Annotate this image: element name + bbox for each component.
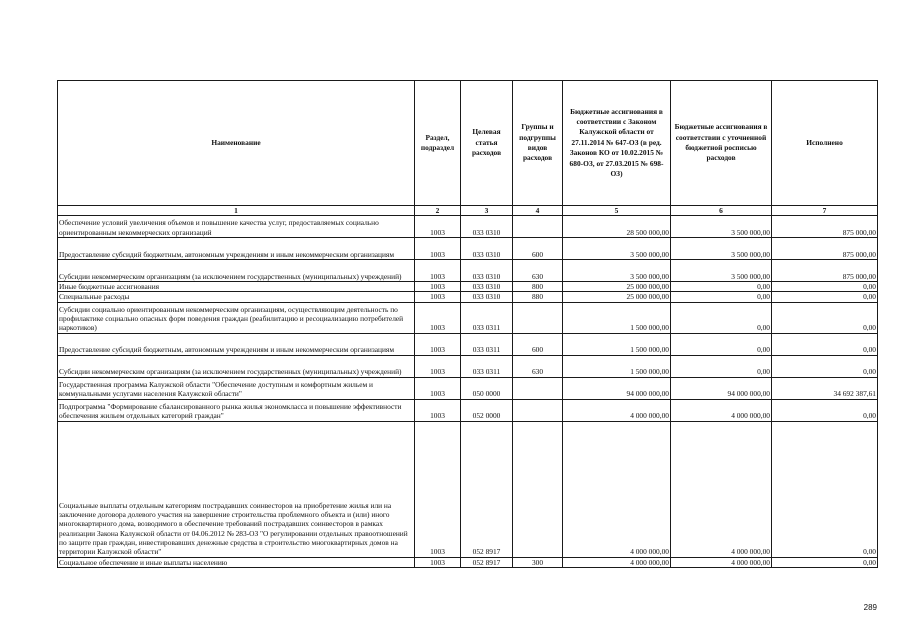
row-refined-amount: 0,00 (671, 355, 772, 377)
header-refined-allocations: Бюджетные ассигнования в соответствии с уточненной бюджетной росписью расходов (671, 81, 772, 206)
row-name: Обеспечение условий увеличения объемов и повышение качества услуг, предоставляемых социально ориентированным некоммерческих организаций (58, 216, 415, 238)
row-name: Государственная программа Калужской области "Обеспечение доступным и комфортным жильем и коммунальными услугами населения Калужской области" (58, 377, 415, 399)
row-law-amount: 28 500 000,00 (563, 216, 671, 238)
row-name: Подпрограмма "Формирование сбалансированного рынка жилья экономкласса и повышение эффективности обеспечения жильем отдельных категорий граждан" (58, 399, 415, 421)
row-name: Субсидии некоммерческим организациям (за исключением государственных (муниципальных) учреждений) (58, 260, 415, 282)
row-refined-amount: 4 000 000,00 (671, 399, 772, 421)
header-row (58, 81, 878, 206)
header-name: Наименование (58, 81, 415, 206)
row-section: 1003 (415, 282, 461, 292)
row-refined-amount: 0,00 (671, 333, 772, 355)
row-refined-amount: 3 500 000,00 (671, 216, 772, 238)
row-executed-amount: 0,00 (772, 302, 878, 333)
row-group: 630 (513, 355, 563, 377)
column-number: 1 (58, 206, 415, 216)
row-target: 052 8917 (461, 557, 513, 567)
column-number: 7 (772, 206, 878, 216)
row-target: 033 0311 (461, 355, 513, 377)
table-row (58, 238, 878, 260)
row-section: 1003 (415, 292, 461, 302)
table-row (58, 260, 878, 282)
row-section: 1003 (415, 302, 461, 333)
page-number: 289 (863, 603, 877, 612)
column-number: 2 (415, 206, 461, 216)
row-section: 1003 (415, 377, 461, 399)
row-group: 630 (513, 260, 563, 282)
row-refined-amount: 0,00 (671, 302, 772, 333)
row-law-amount: 4 000 000,00 (563, 557, 671, 567)
row-refined-amount: 0,00 (671, 282, 772, 292)
row-target: 033 0311 (461, 333, 513, 355)
row-name: Субсидии некоммерческим организациям (за исключением государственных (муниципальных) учреждений) (58, 355, 415, 377)
row-law-amount: 4 000 000,00 (563, 421, 671, 557)
row-group: 600 (513, 333, 563, 355)
column-number-row (58, 206, 878, 216)
row-group (513, 399, 563, 421)
row-section: 1003 (415, 238, 461, 260)
row-section: 1003 (415, 216, 461, 238)
row-name: Предоставление субсидий бюджетным, автономным учреждениям и иным некоммерческим организациям (58, 333, 415, 355)
row-executed-amount: 0,00 (772, 333, 878, 355)
row-group (513, 377, 563, 399)
row-law-amount: 25 000 000,00 (563, 292, 671, 302)
row-executed-amount: 0,00 (772, 421, 878, 557)
table-row (58, 377, 878, 399)
row-executed-amount: 875 000,00 (772, 238, 878, 260)
row-executed-amount: 0,00 (772, 557, 878, 567)
header-law-allocations: Бюджетные ассигнования в соответствии с Законом Калужской области от 27.11.2014 № 647-ОЗ (в ред. Законов КО от 10.02.2015 № 680-ОЗ, от 27.03.2015 № 698-ОЗ) (563, 81, 671, 206)
row-executed-amount: 0,00 (772, 292, 878, 302)
row-section: 1003 (415, 399, 461, 421)
row-refined-amount: 4 000 000,00 (671, 557, 772, 567)
column-number: 3 (461, 206, 513, 216)
row-law-amount: 3 500 000,00 (563, 238, 671, 260)
column-number: 6 (671, 206, 772, 216)
row-section: 1003 (415, 355, 461, 377)
row-refined-amount: 4 000 000,00 (671, 421, 772, 557)
row-target: 050 0000 (461, 377, 513, 399)
row-section: 1003 (415, 557, 461, 567)
header-executed: Исполнено (772, 81, 878, 206)
row-executed-amount: 0,00 (772, 355, 878, 377)
row-target: 033 0310 (461, 292, 513, 302)
row-group: 880 (513, 292, 563, 302)
row-refined-amount: 3 500 000,00 (671, 260, 772, 282)
row-target: 033 0311 (461, 302, 513, 333)
table-row (58, 282, 878, 292)
row-group: 300 (513, 557, 563, 567)
row-target: 033 0310 (461, 260, 513, 282)
row-executed-amount: 34 692 387,61 (772, 377, 878, 399)
table-row (58, 292, 878, 302)
budget-table (57, 80, 878, 568)
column-number: 5 (563, 206, 671, 216)
row-group (513, 302, 563, 333)
row-group (513, 216, 563, 238)
row-group: 600 (513, 238, 563, 260)
row-name: Иные бюджетные ассигнования (58, 282, 415, 292)
row-section: 1003 (415, 421, 461, 557)
row-law-amount: 1 500 000,00 (563, 333, 671, 355)
row-law-amount: 1 500 000,00 (563, 302, 671, 333)
row-group: 800 (513, 282, 563, 292)
table-row (58, 302, 878, 333)
row-law-amount: 1 500 000,00 (563, 355, 671, 377)
table-row (58, 216, 878, 238)
row-section: 1003 (415, 333, 461, 355)
table-row (58, 557, 878, 567)
table-row (58, 355, 878, 377)
row-law-amount: 25 000 000,00 (563, 282, 671, 292)
row-section: 1003 (415, 260, 461, 282)
header-target: Целевая статья расходов (461, 81, 513, 206)
row-refined-amount: 3 500 000,00 (671, 238, 772, 260)
row-executed-amount: 0,00 (772, 399, 878, 421)
row-law-amount: 4 000 000,00 (563, 399, 671, 421)
row-law-amount: 94 000 000,00 (563, 377, 671, 399)
row-name: Социальные выплаты отдельным категориям пострадавших соинвесторов на приобретение жилья или на заключение договора долевого участия на завершение строительства проблемного объекта и (или) иного многоквартирного дома, возводимого в обеспечение требований пострадавших соинвесторов в рамках реализации Закона Калужской области от 04.06.2012 № 283-ОЗ "О регулировании отдельных правоотношений по защите прав граждан, инвестировавших денежные средства в строительство многоквартирных домов на территории Калужской области" (58, 421, 415, 557)
row-target: 052 0000 (461, 399, 513, 421)
header-groups: Группы и подгруппы видов расходов (513, 81, 563, 206)
table-row (58, 399, 878, 421)
row-executed-amount: 875 000,00 (772, 216, 878, 238)
row-name: Предоставление субсидий бюджетным, автономным учреждениям и иным некоммерческим организациям (58, 238, 415, 260)
table-row (58, 333, 878, 355)
row-target: 033 0310 (461, 238, 513, 260)
row-target: 033 0310 (461, 282, 513, 292)
row-executed-amount: 0,00 (772, 282, 878, 292)
header-section: Раздел, подраздел (415, 81, 461, 206)
row-refined-amount: 0,00 (671, 292, 772, 302)
budget-document (57, 80, 877, 568)
row-target: 052 8917 (461, 421, 513, 557)
table-row (58, 421, 878, 557)
row-group (513, 421, 563, 557)
row-name: Специальные расходы (58, 292, 415, 302)
row-target: 033 0310 (461, 216, 513, 238)
row-name: Социальное обеспечение и иные выплаты населению (58, 557, 415, 567)
row-law-amount: 3 500 000,00 (563, 260, 671, 282)
row-executed-amount: 875 000,00 (772, 260, 878, 282)
column-number: 4 (513, 206, 563, 216)
row-refined-amount: 94 000 000,00 (671, 377, 772, 399)
row-name: Субсидии социально ориентированным некоммерческим организациям, осуществляющим деятельность по профилактике социально опасных форм поведения граждан (реабилитацию и ресоциализацию потребителей наркотиков) (58, 302, 415, 333)
